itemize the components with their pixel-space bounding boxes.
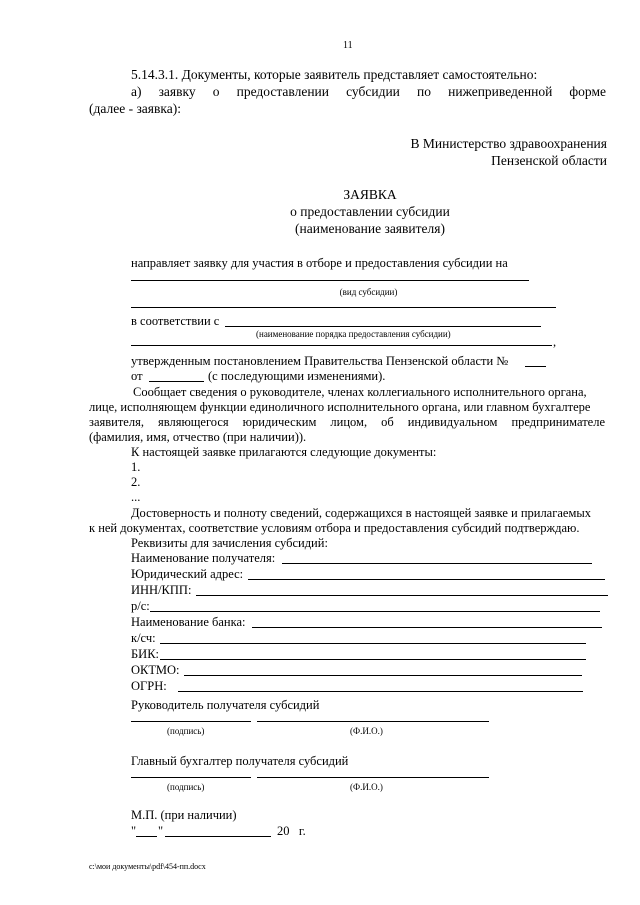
- form-subtitle: о предоставлении субсидии: [290, 204, 450, 219]
- directs-text: направляет заявку для участия в отборе и предоставления субсидии на: [131, 256, 508, 270]
- req-corr-label: к/сч:: [131, 631, 156, 645]
- req-recipient-line: [282, 563, 592, 564]
- req-address-line: [248, 579, 605, 580]
- subsidy-type-caption: (вид субсидии): [339, 287, 398, 297]
- info-line-1: Сообщает сведения о руководителе, членах коллегиального исполнительного органа,: [133, 385, 587, 399]
- doc-item-3: ...: [131, 490, 141, 504]
- accountant-signature-caption: (подпись): [167, 782, 205, 792]
- addressee-line-2: Пензенской области: [491, 153, 607, 168]
- req-oktmo-line: [184, 675, 582, 676]
- req-address-label: Юридический адрес:: [131, 567, 244, 581]
- in-accordance-text: в соответствии с: [131, 314, 220, 328]
- accountant-name-line: [257, 777, 489, 778]
- req-oktmo-label: ОКТМО:: [131, 663, 180, 677]
- date-month-field: [165, 824, 271, 837]
- intro-line-3: (далее - заявка):: [89, 101, 181, 116]
- procedure-line-2: [131, 345, 552, 346]
- head-signature-line: [131, 721, 251, 722]
- info-line-4: (фамилия, имя, отчество (при наличии)).: [89, 430, 307, 444]
- accountant-name-caption: (Ф.И.О.): [350, 782, 383, 792]
- req-account-line: [150, 611, 600, 612]
- approved-by-text: утвержденным постановлением Правительства Пензенской области №: [131, 354, 509, 368]
- date-quote-open: ": [131, 824, 137, 838]
- req-inn-label: ИНН/КПП:: [131, 583, 192, 597]
- req-bank-label: Наименование банка:: [131, 615, 246, 629]
- from-label: от: [131, 369, 143, 383]
- req-bik-label: БИК:: [131, 647, 160, 661]
- date-day-field: [136, 824, 157, 837]
- req-bik-line: [160, 659, 586, 660]
- accountant-title: Главный бухгалтер получателя субсидий: [131, 754, 349, 768]
- applicant-name-caption: (наименование заявителя): [295, 221, 445, 236]
- procedure-comma: ,: [553, 335, 557, 349]
- info-line-2: лице, исполняющем функции единоличного исполнительного органа, или главном бухгалтере: [89, 400, 591, 414]
- footer-file-path: c:\мои документы\pdf\454-пп.docx: [89, 862, 206, 871]
- date-quote-close: ": [158, 824, 164, 838]
- addressee-line-1: В Министерство здравоохранения: [410, 136, 607, 151]
- resolution-number-field: [525, 354, 546, 367]
- head-title: Руководитель получателя субсидий: [131, 698, 320, 712]
- req-corr-line: [160, 643, 586, 644]
- head-name-line: [257, 721, 489, 722]
- req-bank-line: [252, 627, 602, 628]
- attached-docs-text: К настоящей заявке прилагаются следующие документы:: [131, 445, 437, 459]
- req-ogrn-line: [178, 691, 583, 692]
- head-signature-caption: (подпись): [167, 726, 205, 736]
- confirm-line-2: к ней документах, соответствие условиям отбора и предоставления субсидий подтверждаю.: [89, 521, 580, 535]
- info-line-3: заявителя, являющегося юридическим лицом, об индивидуальном предпринимателе: [89, 415, 605, 429]
- amendments-text: (с последующими изменениями).: [208, 369, 386, 383]
- form-title: ЗАЯВКА: [343, 187, 397, 202]
- req-recipient-label: Наименование получателя:: [131, 551, 276, 565]
- intro-line-2: а) заявку о предоставлении субсидии по нижеприведенной форме: [131, 84, 606, 99]
- resolution-date-field: [149, 369, 204, 382]
- req-inn-line: [196, 595, 608, 596]
- accountant-signature-line: [131, 777, 251, 778]
- seal-text: М.П. (при наличии): [131, 808, 237, 822]
- intro-line-1: 5.14.3.1. Документы, которые заявитель представляет самостоятельно:: [131, 67, 538, 82]
- doc-item-1: 1.: [131, 460, 141, 474]
- confirm-line-1: Достоверность и полноту сведений, содержащихся в настоящей заявке и прилагаемых: [131, 506, 592, 520]
- req-ogrn-label: ОГРН:: [131, 679, 167, 693]
- requisites-title: Реквизиты для зачисления субсидий:: [131, 536, 328, 550]
- doc-item-2: 2.: [131, 475, 141, 489]
- procedure-caption: (наименование порядка предоставления субсидии): [256, 329, 451, 339]
- page-number: 11: [343, 40, 353, 51]
- head-name-caption: (Ф.И.О.): [350, 726, 383, 736]
- subsidy-type-line-2: [131, 307, 556, 308]
- subsidy-type-line: [131, 280, 529, 281]
- req-account-label: р/с:: [131, 599, 150, 613]
- procedure-line: [225, 326, 541, 327]
- date-year: 20 г.: [277, 824, 306, 838]
